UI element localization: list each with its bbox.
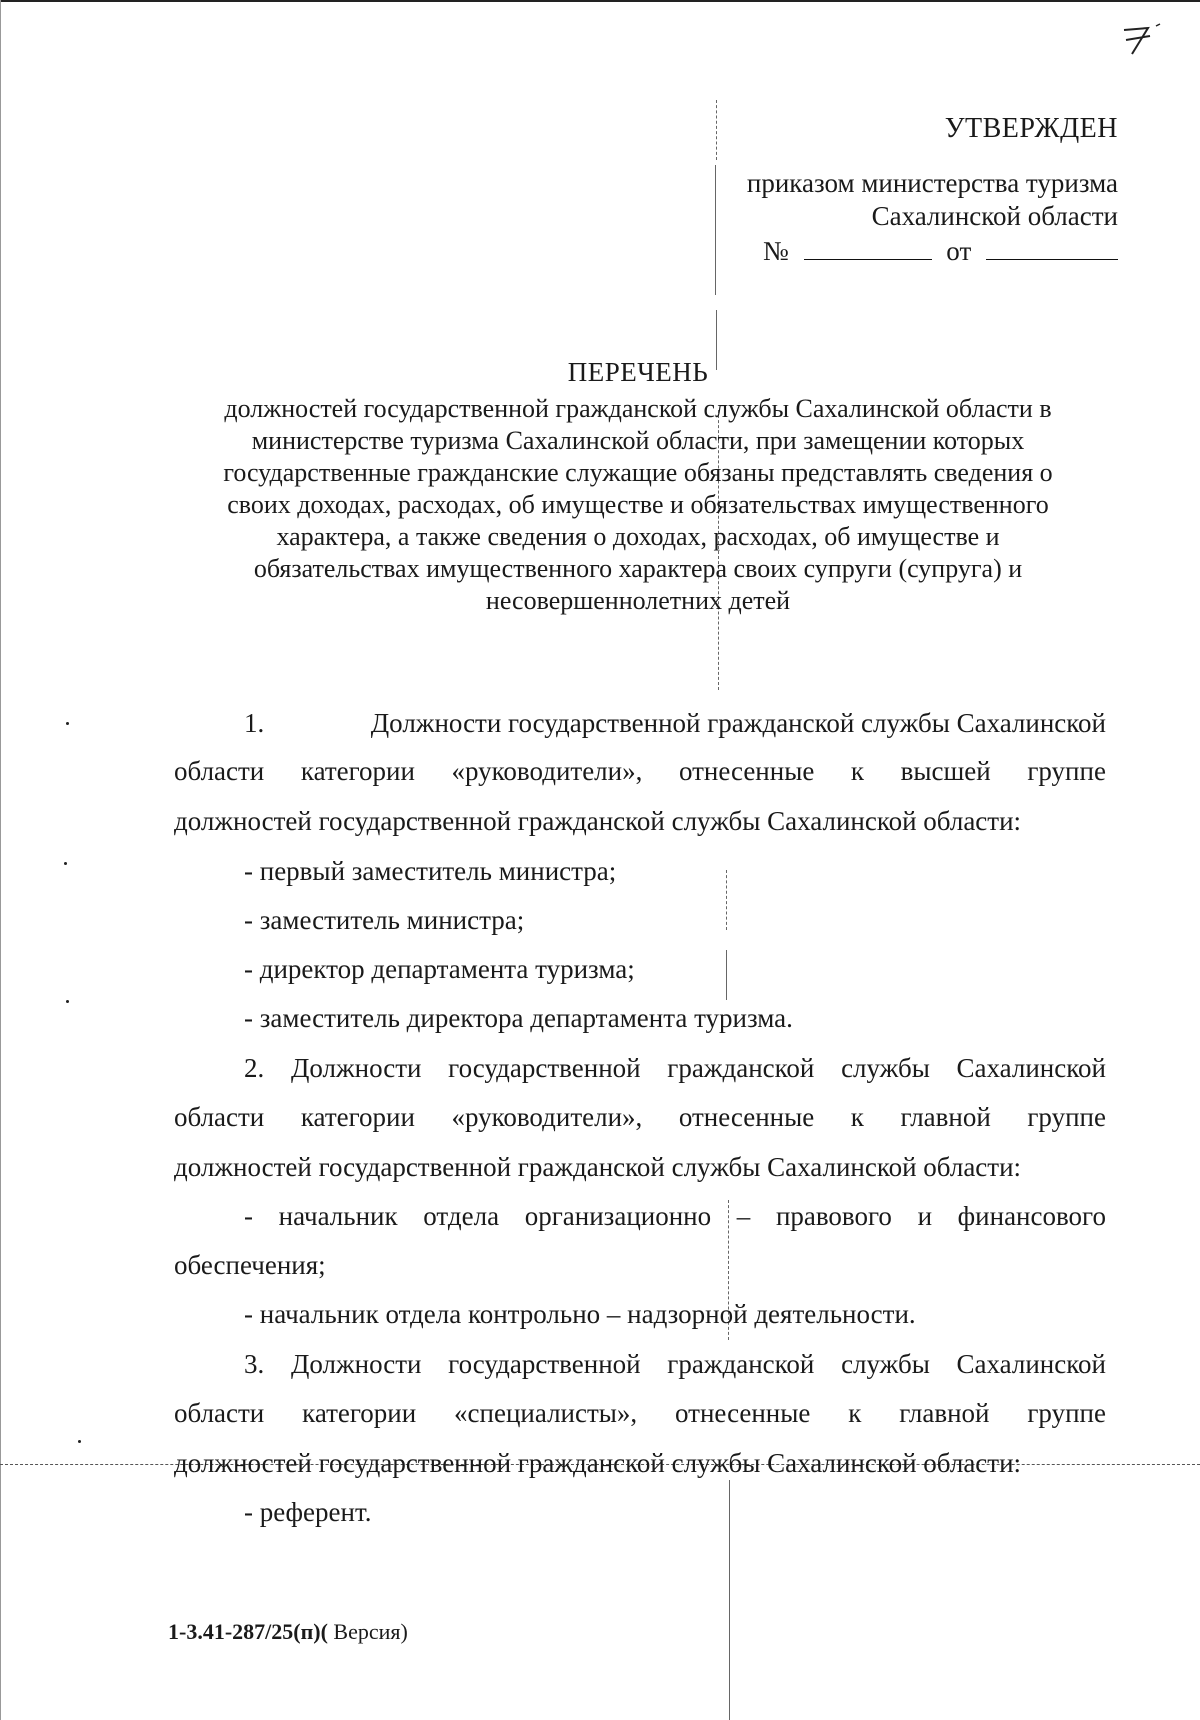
scan-dot (66, 722, 69, 725)
word: государственной (448, 1349, 641, 1379)
approved-heading: УТВЕРЖДЕН (944, 113, 1118, 144)
word: начальник (278, 1201, 398, 1231)
word: категории (302, 1398, 417, 1428)
section1-heading-text: Должности государственной гражданской службы Сахалинской (370, 708, 1106, 738)
scan-vertical-artifact (716, 100, 717, 160)
subtitle-line: несовершеннолетних детей (485, 586, 791, 615)
word: и (917, 1201, 933, 1231)
subtitle-line: должностей государственной гражданской службы Сахалинской области в (224, 394, 1052, 423)
word: области (174, 756, 265, 786)
scan-dot (66, 1000, 69, 1003)
word: – (736, 1201, 751, 1231)
scan-dot (64, 862, 67, 865)
number-label: № (763, 236, 789, 266)
word: гражданской (667, 1053, 815, 1083)
date-blank-field (986, 237, 1118, 260)
subtitle-line: обязательствах имущественного характера своих супруги (супруга) и (253, 554, 1023, 583)
word: отнесенные (675, 1398, 811, 1428)
section1-line2 (174, 756, 1106, 787)
word: - (244, 1201, 253, 1231)
handwritten-page-number (1118, 22, 1164, 58)
word: «специалисты», (454, 1398, 638, 1428)
scan-dot (78, 1440, 81, 1443)
word: области (174, 1102, 265, 1132)
section1-number: 1. (244, 708, 265, 738)
word: категории (300, 756, 415, 786)
word: к (848, 1398, 862, 1428)
date-label: от (946, 236, 972, 266)
word: к (850, 1102, 864, 1132)
word: Сахалинской (956, 1349, 1106, 1379)
word: 3. (244, 1349, 265, 1379)
word: отдела (423, 1201, 500, 1231)
word: 2. (244, 1053, 265, 1083)
section3-line2 (174, 1398, 1106, 1429)
word: категории (300, 1102, 415, 1132)
word: главной (900, 1102, 991, 1132)
approval-number-date-line (747, 235, 1118, 268)
word: государственной (448, 1053, 641, 1083)
subtitle-line: своих доходах, расходах, об имуществе и обязательствах имущественного (227, 490, 1049, 519)
word: главной (899, 1398, 990, 1428)
section2-line1 (244, 1053, 1106, 1084)
list-item: - референт. (244, 1497, 372, 1527)
list-item: - заместитель министра; (244, 905, 525, 935)
list-item: - заместитель директора департамента туризма. (244, 1003, 793, 1033)
word: «руководители», (451, 756, 643, 786)
word: группе (1027, 1398, 1106, 1428)
footer-code-text: 1-3.41-287/25(п)( (168, 1619, 328, 1644)
section2-item1-continuation: обеспечения; (174, 1250, 326, 1280)
document-title: ПЕРЕЧЕНЬ (567, 357, 709, 387)
word: области (174, 1398, 265, 1428)
section3-line1 (244, 1349, 1106, 1380)
document-footer-code (168, 1619, 408, 1645)
number-blank-field (804, 237, 932, 260)
word: отнесенные (678, 1102, 815, 1132)
word: высшей (900, 756, 991, 786)
approval-block (747, 112, 1118, 268)
subtitle-line: министерстве туризма Сахалинской области, при замещении которых (251, 426, 1025, 455)
word: финансового (957, 1201, 1106, 1231)
scan-vertical-artifact (715, 165, 716, 295)
section2-item1 (244, 1201, 1106, 1232)
approval-order-line: приказом министерства туризма (746, 168, 1118, 198)
list-item: - директор департамента туризма; (244, 954, 635, 984)
list-item: - первый заместитель министра; (244, 856, 617, 886)
word: группе (1027, 1102, 1106, 1132)
scan-top-edge (0, 0, 1200, 2)
word: службы (841, 1349, 930, 1379)
word: Должности (290, 1053, 422, 1083)
word: правового (775, 1201, 892, 1231)
word: «руководители», (451, 1102, 643, 1132)
scan-left-edge (0, 0, 1, 1720)
word: службы (841, 1053, 930, 1083)
document-subtitle (170, 393, 1106, 617)
section1-line3: должностей государственной гражданской службы Сахалинской области: (174, 806, 1022, 836)
section2-line3: должностей государственной гражданской службы Сахалинской области: (174, 1152, 1022, 1182)
footer-version-text: Версия) (327, 1619, 408, 1644)
section2-line2 (174, 1102, 1106, 1133)
word: группе (1027, 756, 1106, 786)
word: гражданской (667, 1349, 815, 1379)
word: Должности (290, 1349, 422, 1379)
subtitle-line: государственные гражданские служащие обязаны представлять сведения о (223, 458, 1053, 487)
word: к (850, 756, 865, 786)
section3-line3: должностей государственной гражданской службы Сахалинской области: (174, 1448, 1022, 1478)
approval-region-line: Сахалинской области (871, 201, 1118, 231)
word: отнесенные (678, 756, 815, 786)
section1-line1 (244, 708, 1106, 739)
word: Сахалинской (956, 1053, 1106, 1083)
subtitle-line: характера, а также сведения о доходах, расходах, об имуществе и (276, 522, 1000, 551)
word: организационно (524, 1201, 712, 1231)
list-item: - начальник отдела контрольно – надзорной деятельности. (244, 1299, 916, 1329)
